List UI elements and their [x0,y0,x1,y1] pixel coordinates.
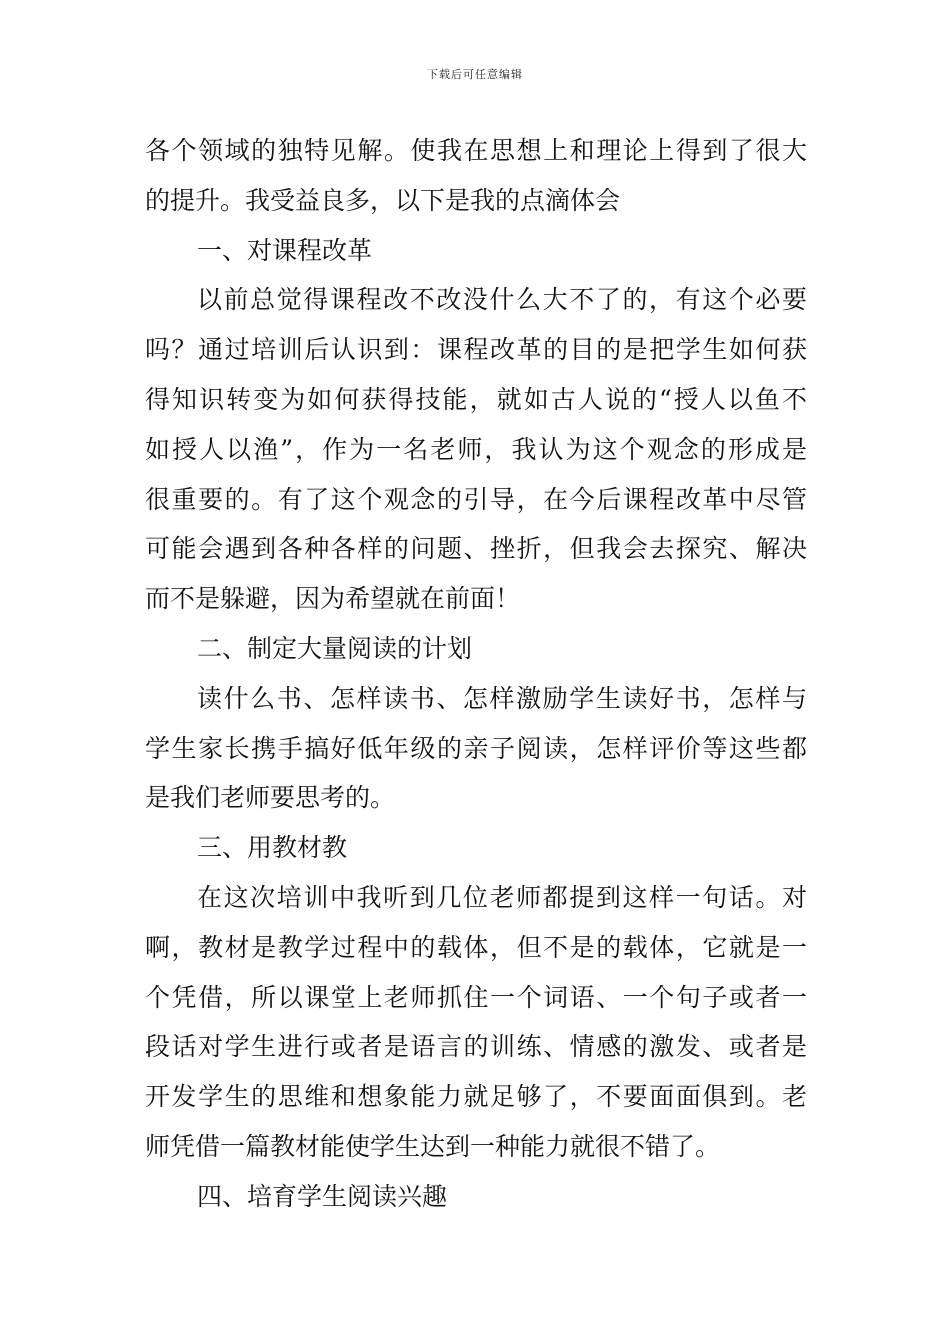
text-line: 段话对学生进行或者是语言的训练、情感的激发、或者是 [145,1032,807,1062]
text-line: 的提升。我受益良多，以下是我的点滴体会 [145,185,621,215]
text-line: 得知识转变为如何获得技能，就如古人说的“授人以鱼不 [145,384,807,414]
text-line: 是我们老师要思考的。 [145,783,396,813]
text-line: 个凭借，所以课堂上老师抓住一个词语、一个句子或者一 [145,982,807,1012]
text-line: 以前总觉得课程改不改没什么大不了的，有这个必要 [197,285,807,315]
text-line: 啊，教材是教学过程中的载体，但不是的载体，它就是一 [145,932,807,962]
text-line: 学生家长携手搞好低年级的亲子阅读，怎样评价等这些都 [145,733,807,763]
text-line: 读什么书、怎样读书、怎样激励学生读好书，怎样与 [197,683,807,713]
section-heading: 三、用教材教 [197,833,348,863]
text-line: 可能会遇到各种各样的问题、挫折，但我会去探究、解决 [145,534,807,564]
section-heading: 四、培育学生阅读兴趣 [197,1181,448,1211]
text-line: 而不是躲避，因为希望就在前面！ [145,584,521,614]
page-header: 下载后可任意编辑 [427,68,523,81]
text-line: 如授人以渔”，作为一名老师，我认为这个观念的形成是 [145,434,807,464]
text-line: 开发学生的思维和想象能力就足够了，不要面面俱到。老 [145,1082,807,1112]
section-heading: 二、制定大量阅读的计划 [197,633,473,663]
text-line: 各个领域的独特见解。使我在思想上和理论上得到了很大 [145,136,807,165]
text-line: 很重要的。有了这个观念的引导，在今后课程改革中尽管 [145,484,807,514]
text-line: 师凭借一篇教材能使学生达到一种能力就很不错了。 [145,1131,721,1161]
section-heading: 一、对课程改革 [197,235,373,265]
document-body [145,126,807,1222]
text-line: 在这次培训中我听到几位老师都提到这样一句话。对 [197,882,807,912]
text-line: 吗？通过培训后认识到：课程改革的目的是把学生如何获 [145,335,807,365]
